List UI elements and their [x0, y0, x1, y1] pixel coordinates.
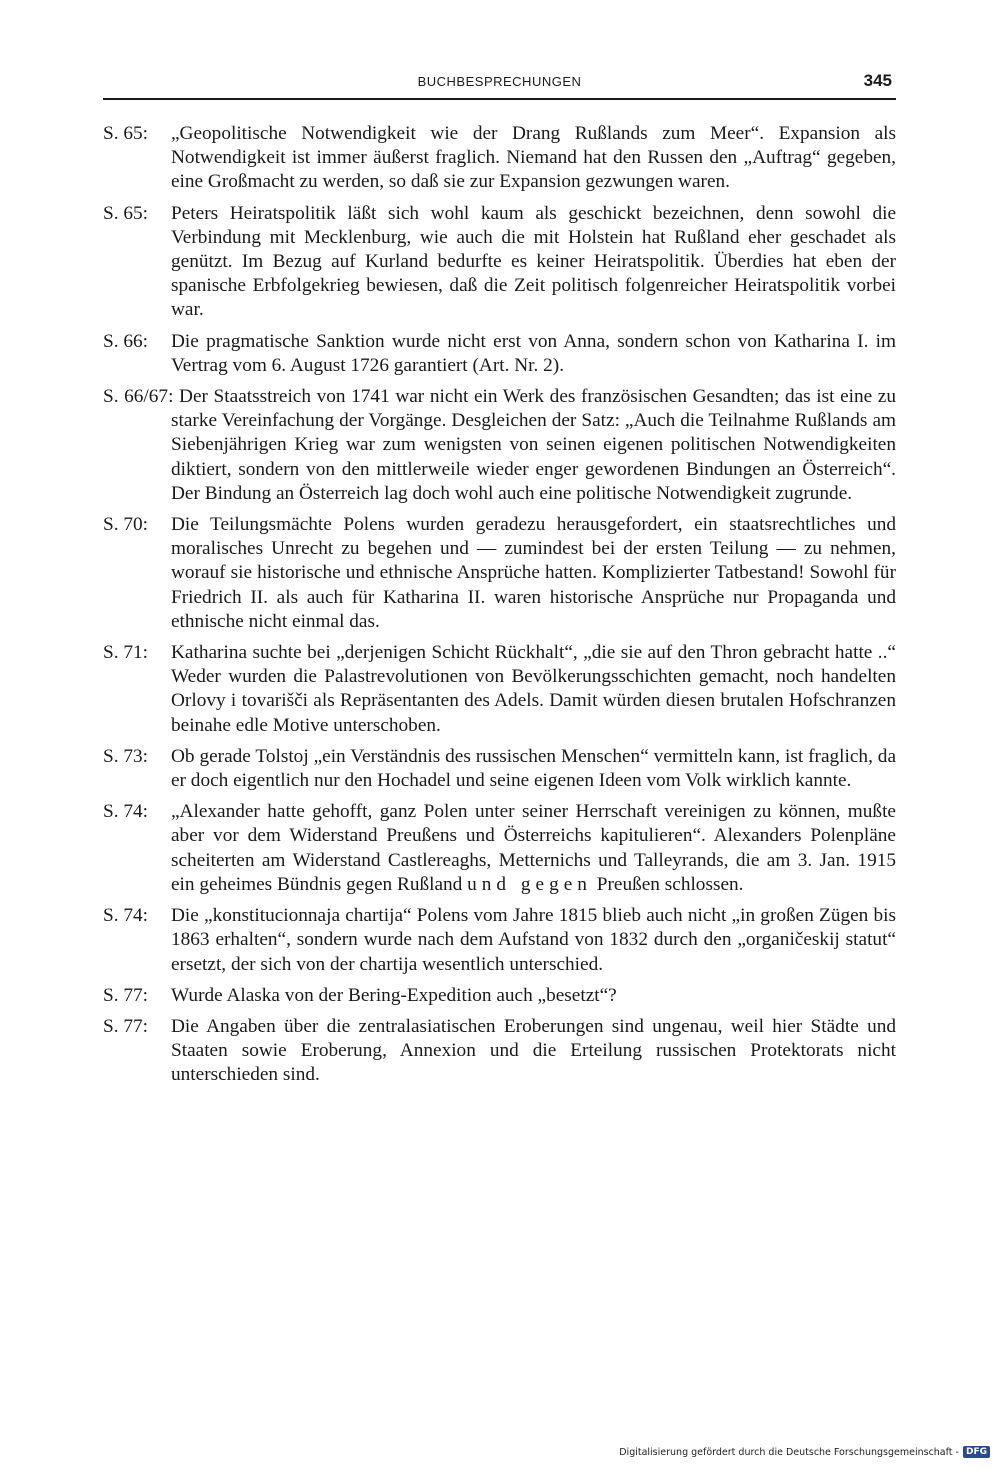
- review-note: [103, 330, 896, 378]
- note-text: Peters Heiratspolitik läßt sich wohl kaum als geschickt bezeichnen, denn sowohl die Verbindung mit Mecklenburg, wie auch die mit Holstein hat Rußland eher geschadet als genützt. Im Bezug auf Kurland bedurfte es keiner Heiratspolitik. Überdies hat eben der spanische Erbfolgekrieg bewiesen, daß die Zeit politisch folgenreicher Heiratspolitik vorbei war.: [171, 202, 896, 321]
- note-text: Die pragmatische Sanktion wurde nicht erst von Anna, sondern schon von Katharina I. im Vertrag vom 6. August 1726 garantiert (Art. Nr. 2).: [171, 330, 896, 376]
- note-text: „Alexander hatte gehofft, ganz Polen unter seiner Herrschaft vereinigen zu können, mußte aber vor dem Widerstand Preußens und Österreichs kapitulieren“. Alexanders Polenpläne scheiterten am Widerstand Castlereaghs, Metternichs und Talleyrands, die am 3. Jan. 1915 ein geheimes Bündnis gegen Rußland: [171, 801, 896, 895]
- page-reference: S. 65:: [103, 202, 149, 224]
- review-notes-list: [103, 122, 896, 1095]
- credit-text: Digitalisierung gefördert durch die Deutsche Forschungsgemeinschaft -: [619, 1446, 959, 1458]
- page-reference: S. 66/67:: [103, 386, 174, 408]
- note-text: Katharina suchte bei „derjenigen Schicht Rückhalt“, „die sie auf den Thron gebracht hatte ..“ Weder wurden die Palastrevolutionen von Bevölkerungsschichten gemacht, noch handelten Orlovy i tovarišči als Repräsentanten des Adels. Damit würden diesen brutalen Hofschranzen beinahe edle Motive unterschoben.: [171, 642, 896, 736]
- page-reference: S. 77:: [103, 984, 149, 1006]
- review-note: [103, 904, 896, 977]
- page-reference: S. 66:: [103, 330, 149, 352]
- page-reference: S. 65:: [103, 123, 149, 144]
- note-text: Wurde Alaska von der Bering-Expedition auch „besetzt“?: [171, 984, 617, 1006]
- page-reference: S. 70:: [103, 514, 149, 536]
- note-text: „Geopolitische Notwendigkeit wie der Drang Rußlands zum Meer“. Expansion als Notwendigkeit ist immer äußerst fraglich. Niemand hat den Russen den „Auftrag“ gegeben, eine Großmacht zu werden, so daß sie zur Expansion gezwungen waren.: [171, 123, 896, 193]
- note-text: Der Staatsstreich von 1741 war nicht ein Werk des französischen Gesandten; das ist eine zu starke Vereinfachung der Vorgänge. Desgleichen der Satz: „Auch die Teilnahme Rußlands am Siebenjährigen Krieg war zum wenigsten von seinen eigenen politischen Notwendigkeiten diktiert, sondern von den mittlerweile wieder enger gewordenen Bindungen an Österreich“. Der Bindung an Österreich lag doch wohl auch eine politische Notwendigkeit zugrunde.: [171, 386, 896, 504]
- page-reference: S. 74:: [103, 905, 149, 927]
- review-note: [103, 641, 896, 738]
- review-note: [103, 745, 896, 793]
- page-reference: S. 73:: [103, 745, 149, 767]
- header-title: BUCHBESPRECHUNGEN: [417, 74, 582, 89]
- running-header: [103, 68, 896, 100]
- digitization-credit: [619, 1446, 990, 1458]
- page-reference: S. 74:: [103, 801, 149, 823]
- note-text: Die Angaben über die zentralasiatischen Eroberungen sind ungenau, weil hier Städte und Staaten sowie Eroberung, Annexion und die Erteilung russischen Protektorats nicht unterschieden sind.: [171, 1015, 896, 1086]
- review-note: [103, 513, 896, 634]
- review-note: [103, 122, 896, 195]
- note-text-continued: Preußen schlossen.: [596, 873, 744, 895]
- review-note: [103, 385, 896, 506]
- page-reference: S. 71:: [103, 642, 149, 664]
- spaced-emphasis: und gegen: [467, 873, 592, 895]
- page-reference: S. 77:: [103, 1015, 149, 1037]
- review-note: [103, 202, 896, 323]
- review-note: [103, 800, 896, 897]
- note-text: Ob gerade Tolstoj „ein Verständnis des russischen Menschen“ vermitteln kann, ist fraglich, da er doch eigentlich nur den Hochadel und seine eigenen Ideen vom Volk wirklich kannte.: [171, 745, 896, 792]
- note-text: Die Teilungsmächte Polens wurden geradezu herausgefordert, ein staatsrechtliches und moralisches Unrecht zu begehen und — zumindest bei der ersten Teilung — zu nehmen, worauf sie historische und ethnische Ansprüche hatten. Komplizierter Tatbestand! Sowohl für Friedrich II. als auch für Katharina II. waren historische Ansprüche nur Propaganda und ethnische nicht einmal das.: [171, 514, 896, 632]
- note-text: Die „konstitucionnaja chartija“ Polens vom Jahre 1815 blieb auch nicht „in großen Zügen bis 1863 erhalten“, sondern wurde nach dem Aufstand von 1832 durch den „organičeskij statut“ ersetzt, der sich von der chartija wesentlich unterschied.: [171, 905, 896, 975]
- page-number: 345: [863, 71, 892, 90]
- dfg-logo: DFG: [963, 1446, 990, 1458]
- review-note: [103, 984, 896, 1008]
- review-note: [103, 1015, 896, 1088]
